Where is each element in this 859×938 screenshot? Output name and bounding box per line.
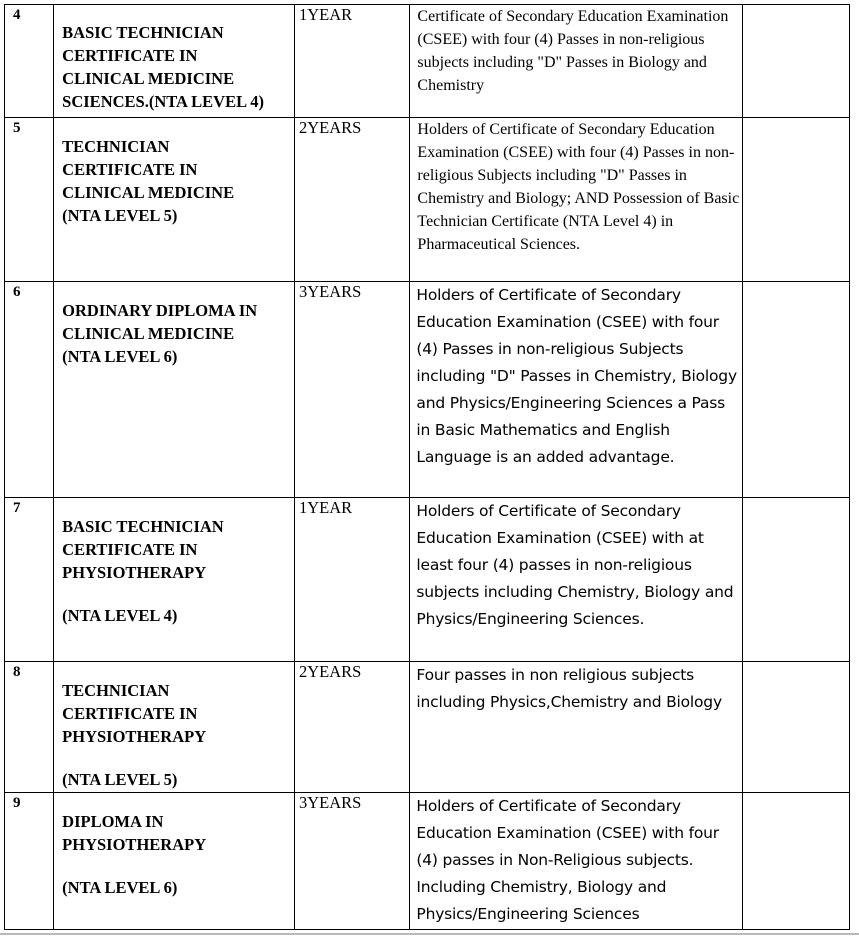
nta-level: (NTA LEVEL 4)	[62, 606, 178, 625]
row-number: 4	[13, 7, 21, 23]
programme-cell	[54, 498, 295, 662]
empty-cell	[742, 118, 849, 282]
programme-line: CERTIFICATE IN	[62, 540, 198, 559]
duration-cell	[295, 282, 410, 498]
empty-cell	[742, 498, 849, 662]
programme-line: TECHNICIAN	[62, 681, 170, 700]
table-row	[5, 118, 850, 282]
programme-line: BASIC TECHNICIAN	[62, 517, 224, 536]
duration: 2YEARS	[299, 118, 362, 137]
table-row	[5, 498, 850, 662]
programme-name	[54, 282, 294, 368]
empty-cell	[742, 5, 849, 118]
row-number-cell	[5, 118, 54, 282]
table-row	[5, 5, 850, 118]
programme-cell	[54, 282, 295, 498]
programme-line: BASIC TECHNICIAN	[62, 23, 224, 42]
programme-line: PHYSIOTHERAPY	[62, 835, 207, 854]
programme-cell	[54, 118, 295, 282]
empty-cell	[742, 793, 849, 930]
row-number: 7	[13, 500, 21, 516]
programme-line: (NTA LEVEL 5)	[62, 206, 178, 225]
programme-name	[54, 662, 294, 791]
programme-line: CERTIFICATE IN	[62, 160, 198, 179]
table-row	[5, 662, 850, 793]
programme-line: CLINICAL MEDICINE	[62, 183, 235, 202]
row-number: 9	[13, 795, 21, 811]
row-number: 8	[13, 664, 21, 680]
duration: 1YEAR	[299, 498, 353, 517]
programme-line: CERTIFICATE IN	[62, 46, 198, 65]
entry-requirement: Holders of Certificate of Secondary Education Examination (CSEE) with four (4) Passes in non-religious Subjects including "D" Passes in Chemistry, Biology and Physics/Engineering Sciences a Pass in Basic Mathematics and English Language is an added advantage.	[416, 286, 737, 466]
programme-cell	[54, 662, 295, 793]
row-number-cell	[5, 498, 54, 662]
duration-cell	[295, 118, 410, 282]
programme-line: CLINICAL MEDICINE	[62, 324, 235, 343]
duration: 1YEAR	[299, 5, 353, 24]
row-number: 5	[13, 120, 21, 136]
row-number-cell	[5, 793, 54, 930]
duration: 3YEARS	[299, 282, 362, 301]
programme-cell	[54, 793, 295, 930]
requirement-cell	[410, 498, 742, 662]
duration-cell	[295, 662, 410, 793]
programme-line: SCIENCES.(NTA LEVEL 4)	[62, 92, 265, 111]
requirement-cell	[410, 662, 742, 793]
programme-line: (NTA LEVEL 6)	[62, 347, 178, 366]
table-row	[5, 282, 850, 498]
programme-cell	[54, 5, 295, 118]
requirement-cell	[410, 5, 742, 118]
requirement-cell	[410, 282, 742, 498]
entry-requirement: Holders of Certificate of Secondary Education Examination (CSEE) with four (4) Passes in non-religious Subjects including "D" Passes in Chemistry and Biology; AND Possession of Basic Technician Certificate (NTA Level 4) in Pharmaceutical Sciences.	[417, 121, 740, 253]
row-number-cell	[5, 662, 54, 793]
entry-requirement: Holders of Certificate of Secondary Education Examination (CSEE) with at least four (4) passes in non-religious subjects including Chemistry, Biology and Physics/Engineering Sciences.	[416, 502, 734, 628]
page-bottom-divider	[0, 933, 859, 935]
duration-cell	[295, 5, 410, 118]
empty-cell	[742, 282, 849, 498]
programme-line: PHYSIOTHERAPY	[62, 563, 207, 582]
programme-name	[54, 498, 294, 627]
nta-level: (NTA LEVEL 6)	[62, 878, 178, 897]
row-number-cell	[5, 282, 54, 498]
requirement-cell	[410, 118, 742, 282]
nta-level: (NTA LEVEL 5)	[62, 770, 178, 789]
row-number: 6	[13, 284, 21, 300]
programme-line: ORDINARY DIPLOMA IN	[62, 301, 258, 320]
courses-table	[4, 4, 850, 930]
entry-requirement: Certificate of Secondary Education Examination (CSEE) with four (4) Passes in non-religious subjects including "D" Passes in Biology and Chemistry	[417, 8, 729, 94]
row-number-cell	[5, 5, 54, 118]
duration: 3YEARS	[299, 793, 362, 812]
programme-name	[54, 5, 294, 113]
programme-line: CERTIFICATE IN	[62, 704, 198, 723]
table-row	[5, 793, 850, 930]
duration-cell	[295, 498, 410, 662]
programme-line: PHYSIOTHERAPY	[62, 727, 207, 746]
duration: 2YEARS	[299, 662, 362, 681]
requirement-cell	[410, 793, 742, 930]
entry-requirement: Holders of Certificate of Secondary Education Examination (CSEE) with four (4) passes in Non-Religious subjects. Including Chemistry, Biology and Physics/Engineering Sciences	[416, 797, 719, 923]
programme-name	[54, 118, 294, 227]
programme-line: DIPLOMA IN	[62, 812, 164, 831]
programme-name	[54, 793, 294, 899]
programme-line: CLINICAL MEDICINE	[62, 69, 235, 88]
empty-cell	[742, 662, 849, 793]
programme-line: TECHNICIAN	[62, 137, 170, 156]
entry-requirement: Four passes in non religious subjects including Physics,Chemistry and Biology	[416, 666, 722, 711]
duration-cell	[295, 793, 410, 930]
